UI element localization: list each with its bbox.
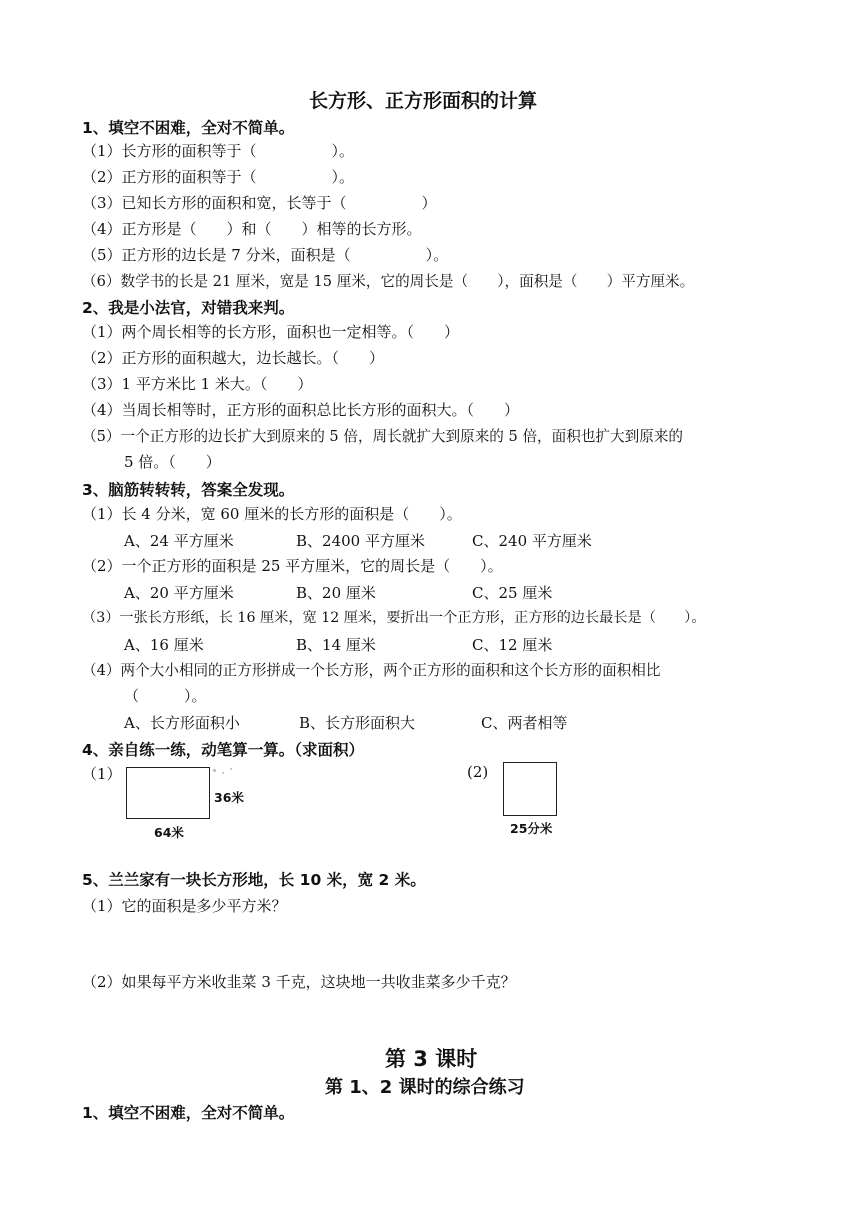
rectangle-figure <box>126 767 210 819</box>
scan-speck <box>213 769 216 772</box>
section-4-heading: 4、亲自练一练，动笔算一算。（求面积） <box>82 741 365 759</box>
s5-q1: （1）它的面积是多少平方米？ <box>82 897 287 915</box>
s3-q1-opt-b: B、2400 平方厘米 <box>296 532 425 550</box>
lesson-section-1-heading: 1、填空不困难，全对不简单。 <box>82 1104 295 1122</box>
section-5-heading: 5、兰兰家有一块长方形地，长 10 米，宽 2 米。 <box>82 871 426 889</box>
scan-speck <box>222 772 224 774</box>
s1-item-6: （6）数学书的长是 21 厘米，宽是 15 厘米，它的周长是（ ），面积是（ ）平方厘米。 <box>82 273 695 290</box>
s3-q1: （1）长 4 分米，宽 60 厘米的长方形的面积是（ ）。 <box>82 505 462 523</box>
s2-item-5: （5）一个正方形的边长扩大到原来的 5 倍，周长就扩大到原来的 5 倍，面积也扩大到原来的 <box>82 428 683 445</box>
fig1-side-label: 36米 <box>214 790 244 805</box>
fig1-number: （1） <box>82 765 122 783</box>
s1-item-3: （3）已知长方形的面积和宽，长等于（ ） <box>82 194 437 212</box>
s3-q4: （4）两个大小相同的正方形拼成一个长方形，两个正方形的面积和这个长方形的面积相比 <box>82 662 661 679</box>
s3-q2-opt-a: A、20 平方厘米 <box>124 584 234 602</box>
s3-q2-opt-c: C、25 厘米 <box>472 584 553 602</box>
s3-q4-cont: （ ）。 <box>124 687 207 705</box>
s1-item-4: （4）正方形是（ ）和（ ）相等的长方形。 <box>82 220 422 238</box>
s3-q4-opt-b: B、长方形面积大 <box>299 714 416 732</box>
section-2-heading: 2、我是小法官，对错我来判。 <box>82 299 295 317</box>
s3-q4-opt-a: A、长方形面积小 <box>124 714 240 732</box>
s2-item-1: （1）两个周长相等的长方形，面积也一定相等。（ ） <box>82 323 460 341</box>
s3-q2-opt-b: B、20 厘米 <box>296 584 376 602</box>
s3-q4-opt-c: C、两者相等 <box>481 714 568 732</box>
s3-q3-opt-a: A、16 厘米 <box>124 636 204 654</box>
s3-q3-opt-b: B、14 厘米 <box>296 636 376 654</box>
s2-item-5-cont: 5 倍。（ ） <box>124 453 221 471</box>
fig2-bottom-label: 25分米 <box>510 821 553 836</box>
fig2-number: (2) <box>467 763 489 781</box>
s3-q1-opt-a: A、24 平方厘米 <box>124 532 234 550</box>
section-3-heading: 3、脑筋转转转，答案全发现。 <box>82 481 295 499</box>
s2-item-3: （3）1 平方米比 1 米大。（ ） <box>82 375 313 393</box>
square-figure <box>503 762 557 816</box>
fig1-bottom-label: 64米 <box>154 825 184 840</box>
s1-item-2: （2）正方形的面积等于（ ）。 <box>82 168 355 186</box>
s3-q2: （2）一个正方形的面积是 25 平方厘米，它的周长是（ ）。 <box>82 557 503 575</box>
s1-item-1: （1）长方形的面积等于（ ）。 <box>82 142 355 160</box>
s2-item-4: （4）当周长相等时，正方形的面积总比长方形的面积大。（ ） <box>82 401 520 419</box>
s3-q3: （3）一张长方形纸，长 16 厘米，宽 12 厘米，要折出一个正方形，正方形的边长最长是（ ）。 <box>82 610 706 626</box>
s1-item-5: （5）正方形的边长是 7 分米，面积是（ ）。 <box>82 246 449 264</box>
s3-q3-opt-c: C、12 厘米 <box>472 636 553 654</box>
s5-q2: （2）如果每平方米收韭菜 3 千克，这块地一共收韭菜多少千克？ <box>82 973 516 991</box>
s2-item-2: （2）正方形的面积越大，边长越长。（ ） <box>82 349 385 367</box>
section-1-heading: 1、填空不困难，全对不简单。 <box>82 119 295 137</box>
lesson-subtitle: 第 1、2 课时的综合练习 <box>325 1077 525 1098</box>
scan-speck <box>230 768 232 770</box>
lesson-title: 第 3 课时 <box>385 1047 478 1071</box>
page-title: 长方形、正方形面积的计算 <box>309 90 538 112</box>
s3-q1-opt-c: C、240 平方厘米 <box>472 532 592 550</box>
